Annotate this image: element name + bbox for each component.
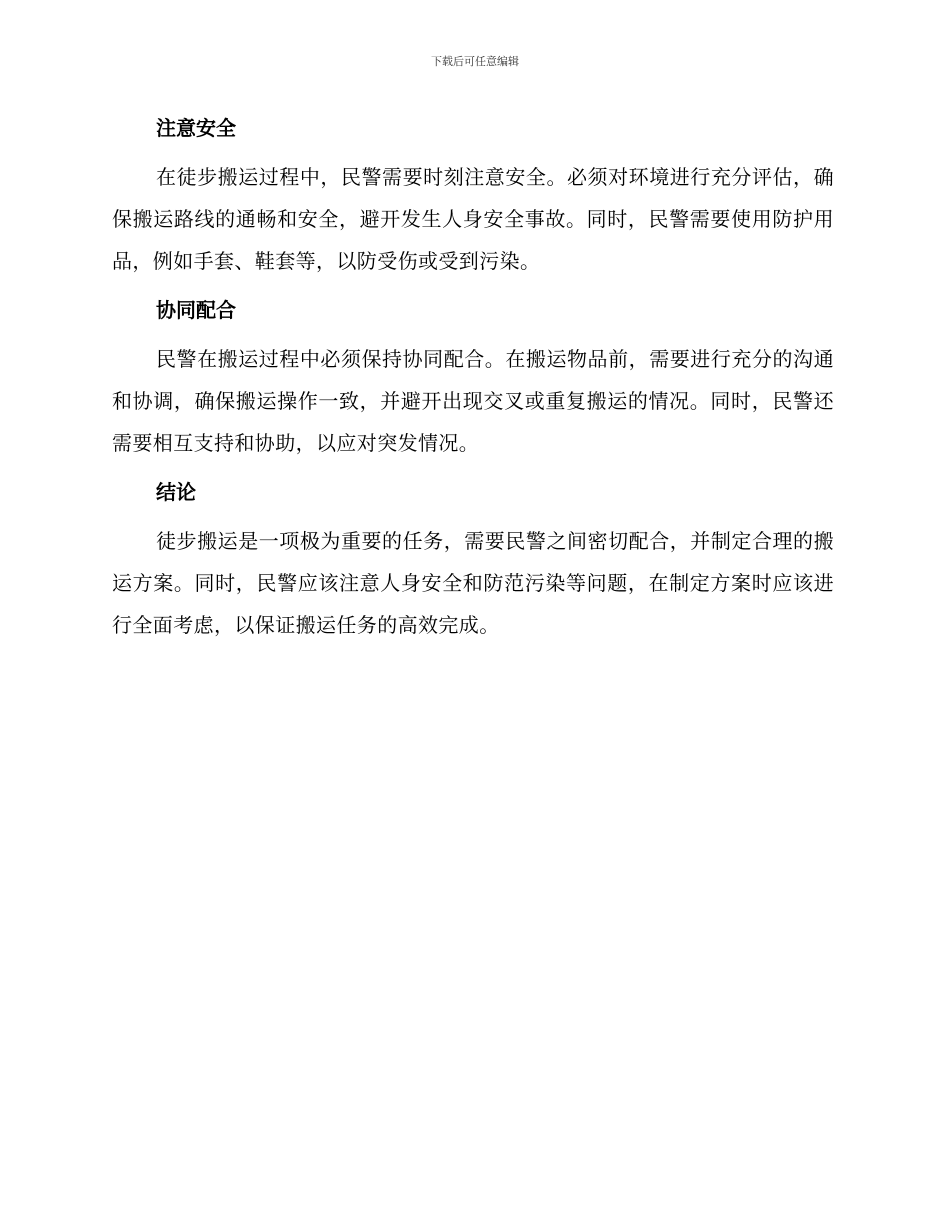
- section-heading: 协同配合: [156, 298, 236, 322]
- section-conclusion: [112, 472, 834, 646]
- page-header: 下载后可任意编辑: [431, 55, 519, 68]
- section-heading: 结论: [156, 480, 196, 504]
- section-paragraph: 民警在搬运过程中必须保持协同配合。在搬运物品前，需要进行充分的沟通和协调，确保搬运操作一致，并避开出现交叉或重复搬运的情况。同时，民警还需要相互支持和协助，以应对突发情况。: [112, 347, 834, 455]
- section-cooperation: [112, 290, 834, 464]
- section-paragraph: 徒步搬运是一项极为重要的任务，需要民警之间密切配合，并制定合理的搬运方案。同时，民警应该注意人身安全和防范污染等问题，在制定方案时应该进行全面考虑，以保证搬运任务的高效完成。: [112, 529, 834, 637]
- document-content: [112, 108, 834, 654]
- section-safety: [112, 108, 834, 282]
- section-paragraph: 在徒步搬运过程中，民警需要时刻注意安全。必须对环境进行充分评估，确保搬运路线的通畅和安全，避开发生人身安全事故。同时，民警需要使用防护用品，例如手套、鞋套等，以防受伤或受到污染。: [112, 165, 834, 273]
- section-heading: 注意安全: [156, 116, 236, 140]
